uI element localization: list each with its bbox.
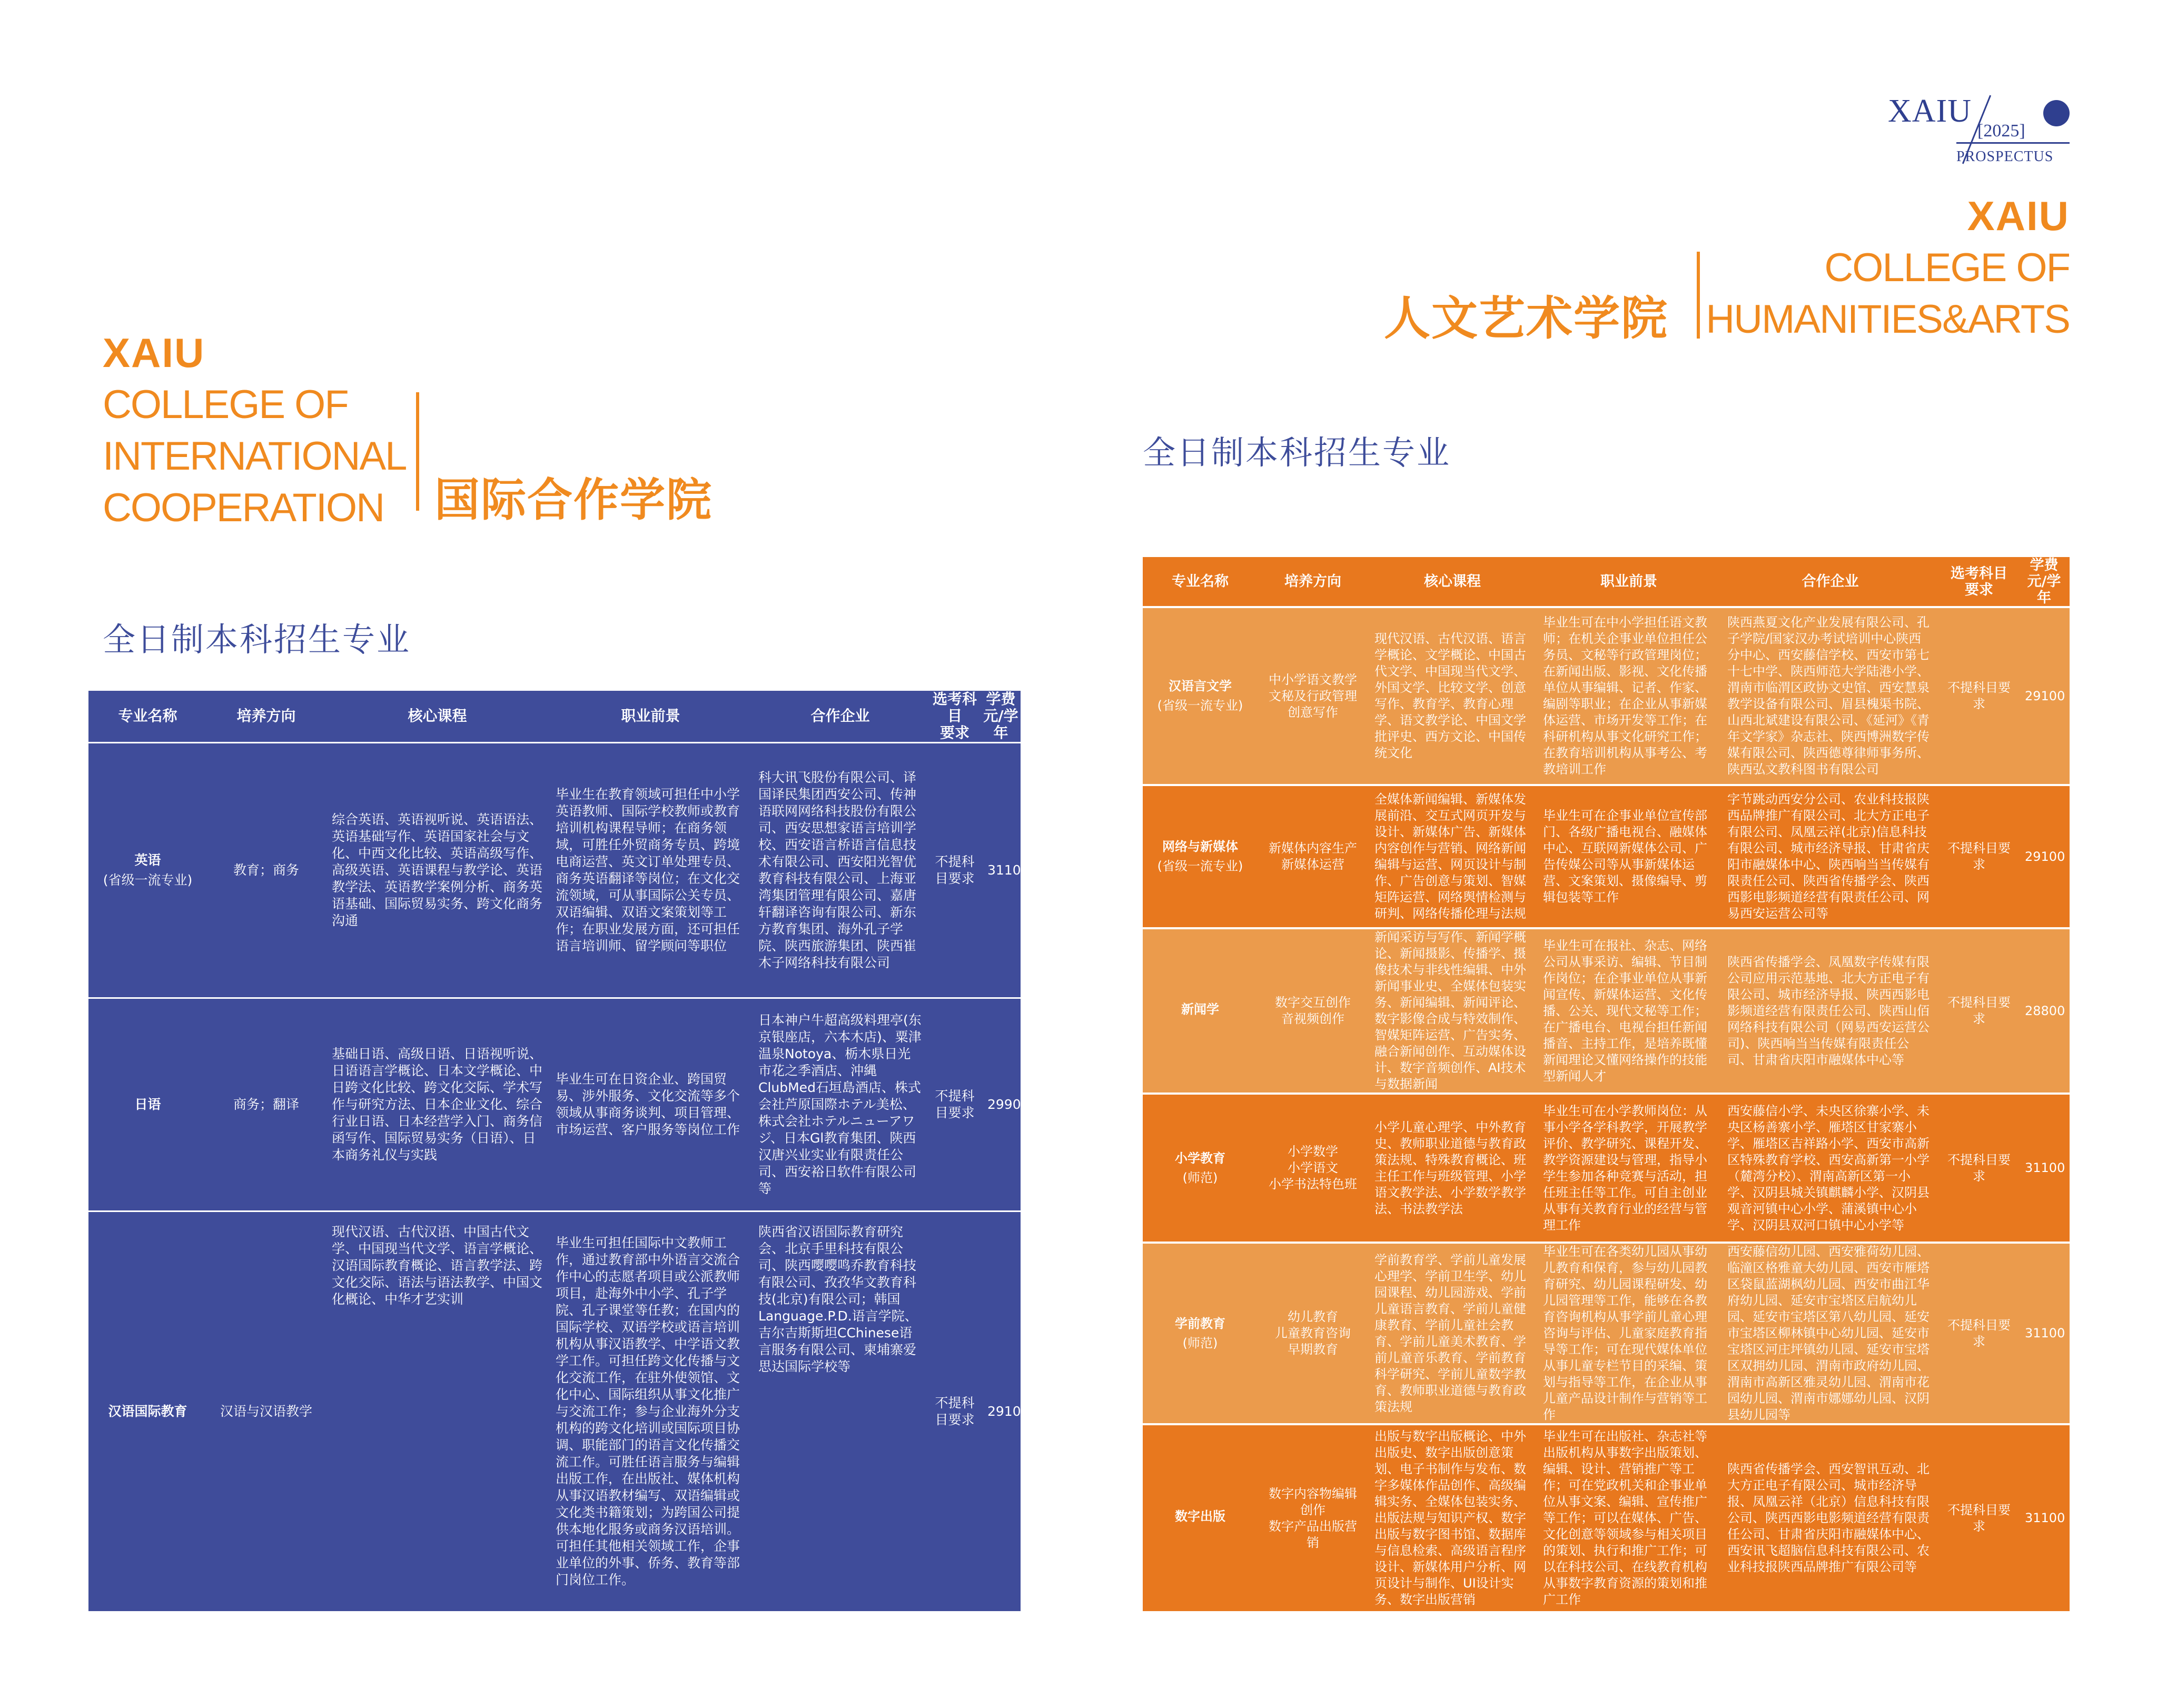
tuition-cell: 29100 xyxy=(2019,785,2070,928)
left-college-title-cn: 国际合作学院 xyxy=(434,474,713,527)
direction-cell: 小学数学 小学语文 小学书法特色班 xyxy=(1258,1094,1368,1243)
header-elective xyxy=(928,691,981,742)
header-tuition-line2: 元/学年 xyxy=(2027,573,2061,607)
header-tuition xyxy=(2019,557,2070,607)
major-name: 学前教育 xyxy=(1175,1316,1225,1331)
elective-cell: 不提科目要求 xyxy=(1940,1094,2019,1243)
career-cell: 毕业生可在各类幼儿园从事幼儿教育和保育，参与幼儿园教育研究、幼儿园课程研发、幼儿园管理等工作，能够在各教育咨询机构从事学前儿童心理咨询与评估、儿童家庭教育指导等工作；可在现代媒体单位从事儿童专栏节目的采编、策划与指导等工作，在企业从事儿童产品设计制作与营销等工作 xyxy=(1537,1243,1721,1424)
courses-cell: 基础日语、高级日语、日语视听说、日语语言学概论、日本文学概论、中日跨文化比较、跨文化交际、学术写作与研究方法、日本企业文化、综合行业日语、日本经营学入门、商务信函写作、国际贸易实务（日语）、日本商务礼仪与实践 xyxy=(325,998,549,1211)
right-title-divider xyxy=(1697,252,1700,339)
elective-cell: 不提科目要求 xyxy=(1940,607,2019,785)
logo-prospectus: PROSPECTUS xyxy=(1956,148,2054,165)
major-name: 新闻学 xyxy=(1181,1001,1219,1017)
table-row xyxy=(88,742,1021,998)
header-direction: 培养方向 xyxy=(1258,557,1368,607)
table-row xyxy=(1143,1424,2070,1611)
left-college-title-en xyxy=(103,326,406,534)
major-name: 汉语言文学 xyxy=(1169,679,1232,694)
major-cell xyxy=(1143,607,1258,785)
direction-cell: 新媒体内容生产 新媒体运营 xyxy=(1258,785,1368,928)
table-row xyxy=(1143,607,2070,785)
major-name: 英语 xyxy=(134,852,161,868)
major-cell xyxy=(1143,1243,1258,1424)
elective-cell: 不提科目要求 xyxy=(1940,928,2019,1094)
right-college-title-en xyxy=(1706,190,2070,345)
direction-cell: 中小学语文教学 文秘及行政管理 创意写作 xyxy=(1258,607,1368,785)
header-elective-line1: 选考科目 xyxy=(1951,565,2007,582)
partners-cell: 科大讯飞股份有限公司、译国译民集团西安公司、传神语联网网络科技股份有限公司、西安思想家语言培训学校、西安语言桥语言信息技术有限公司、西安阳光智优教育科技有限公司、上海亚湾集团管理有限公司、嘉唐轩翻译咨询有限公司、新东方教育集团、海外孔子学院、陕西旅游集团、陕西崔木子网络科技有限公司 xyxy=(752,742,928,998)
left-title-divider xyxy=(416,392,419,511)
major-name: 网络与新媒体 xyxy=(1162,839,1238,855)
elective-cell: 不提科目要求 xyxy=(1940,1424,2019,1611)
courses-cell: 现代汉语、古代汉语、语言学概论、文学概论、中国古代文学、中国现当代文学、外国文学、比较文学、创意写作、教育学、教育心理学、语文教学论、中国文学批评史、西方文论、中国传统文化 xyxy=(1368,607,1537,785)
major-name: 日语 xyxy=(134,1096,161,1112)
direction-cell: 商务；翻译 xyxy=(207,998,325,1211)
right-college-title-line2: COLLEGE OF xyxy=(1824,245,2070,290)
partners-cell: 西安藤信幼儿园、西安雅荷幼儿园、临潼区格雅童大幼儿园、西安市雁塔区袋鼠蓝湖枫幼儿园、西安市曲江华府幼儿园、延安市宝塔区启航幼儿园、延安市宝塔区第八幼儿园、延安市宝塔区柳林镇中心幼儿园、延安市宝塔区河庄坪镇幼儿园、延安市宝塔区双拥幼儿园、渭南市政府幼儿园、渭南市高新区雅灵幼儿园、渭南市花园幼儿园、渭南市娜娜幼儿园、汉阴县幼儿园等 xyxy=(1721,1243,1940,1424)
major-name: 小学教育 xyxy=(1175,1150,1225,1166)
header-tuition-line1: 学费 xyxy=(2030,557,2059,573)
right-college-title-cn: 人文艺术学院 xyxy=(1384,291,1669,345)
major-note: (师范) xyxy=(1182,1335,1218,1350)
header-partners: 合作企业 xyxy=(752,691,928,742)
direction-cell: 幼儿教育 儿童教育咨询 早期教育 xyxy=(1258,1243,1368,1424)
tuition-cell: 31100 xyxy=(2019,1424,2070,1611)
header-partners: 合作企业 xyxy=(1721,557,1940,607)
logo-underline xyxy=(1956,142,2070,144)
left-college-title-line1: XAIU xyxy=(103,330,205,376)
header-major: 专业名称 xyxy=(88,691,207,742)
courses-cell: 现代汉语、古代汉语、中国古代文学、中国现当代文学、语言学概论、汉语国际教育概论、语言教学法、跨文化交际、语法与语法教学、中国文化概论、中华才艺实训 xyxy=(332,1224,543,1307)
tuition-cell: 29100 xyxy=(2019,607,2070,785)
courses-cell: 小学儿童心理学、中外教育史、教师职业道德与教育政策法规、特殊教育概论、班主任工作与班级管理、小学语文教学法、小学数学教学法、书法教学法 xyxy=(1368,1094,1537,1243)
header-elective xyxy=(1940,557,2019,607)
left-majors-table xyxy=(88,690,1030,1611)
partners-cell: 陕西省汉语国际教育研究会、北京手里科技有限公司、陕西嘤嘤鸣乔教育科技有限公司、孜孜华文教育科技(北京)有限公司；韩国Language.P.D.语言学院、吉尔吉斯斯坦CChinese语言服务有限公司、柬埔寨爱思达国际学校等 xyxy=(758,1224,918,1374)
right-majors-table xyxy=(1143,557,2070,1611)
career-cell: 毕业生可在企事业单位宣传部门、各级广播电视台、融媒体中心、互联网新媒体公司、广告传媒公司等从事新媒体运营、文案策划、摄像编导、剪辑包装等工作 xyxy=(1537,785,1721,928)
career-cell: 毕业生在教育领域可担任中小学英语教师、国际学校教师或教育培训机构课程导师；在商务领域，可胜任外贸商务专员、跨境电商运营、英文订单处理专员、商务英语翻译等岗位；在文化交流领域，可从事国际公关专员、双语编辑、双语文案策划等工作；在职业发展方面，还可担任语言培训师、留学顾问等职位 xyxy=(549,742,752,998)
elective-cell: 不提科目要求 xyxy=(935,1395,975,1427)
header-tuition-line2: 元/学年 xyxy=(983,707,1018,742)
header-career: 职业前景 xyxy=(549,691,752,742)
career-cell: 毕业生可在小学教师岗位：从事小学各学科教学，开展教学评价、教学研究、课程开发、教学资源建设与管理，指导小学生参加各种竞赛与活动，担任班主任等工作。可自主创业从事有关教育行业的经营与管理工作 xyxy=(1537,1094,1721,1243)
logo-wordmark: XAIU xyxy=(1888,93,1972,129)
major-name: 数字出版 xyxy=(1175,1509,1225,1524)
major-cell xyxy=(1143,785,1258,928)
left-college-title-line3: INTERNATIONAL xyxy=(103,434,407,479)
left-college-title-line4: COOPERATION xyxy=(103,485,384,530)
major-note: (省级一流专业) xyxy=(1157,698,1243,713)
tuition-cell: 31100 xyxy=(981,742,1021,998)
header-direction: 培养方向 xyxy=(207,691,325,742)
partners-cell: 日本神户牛超高级料理亭(东京银座店，六本木店)、粟津温泉Notoya、栃木県日光市花之季酒店、沖縄ClubMed石垣島酒店、株式会社芦原国際ホテル美松、株式会社ホテルニューアワジ、日本Gl教育集团、陕西汉唐兴业实业有限责任公司、西安裕日软件有限公司等 xyxy=(752,998,928,1211)
tuition-cell: 31100 xyxy=(2019,1094,2070,1243)
major-cell xyxy=(1143,1094,1258,1243)
left-section-heading: 全日制本科招生专业 xyxy=(103,620,411,659)
courses-cell: 新闻采访与写作、新闻学概论、新闻摄影、传播学、摄像技术与非线性编辑、中外新闻事业史、全媒体包装实务、新闻编辑、新闻评论、数字影像合成与特效制作、智媒矩阵运营、广告实务、融合新闻创作、互动媒体设计、数字音频创作、AI技术与数据新闻 xyxy=(1368,928,1537,1094)
courses-cell: 全媒体新闻编辑、新媒体发展前沿、交互式网页开发与设计、新媒体广告、新媒体内容创作与营销、网络新闻编辑与运营、网页设计与制作、广告创意与策划、智媒矩阵运营、网络舆情检测与研判、网络传播伦理与法规 xyxy=(1368,785,1537,928)
career-cell: 毕业生可在报社、杂志、网络公司从事采访、编辑、节目制作岗位；在企事业单位从事新闻宣传、新媒体运营、文化传播、公关、现代文秘等工作；在广播电台、电视台担任新闻播音、主持工作，是培养既懂新闻理论又懂网络操作的技能型新闻人才 xyxy=(1537,928,1721,1094)
logo-year: [2025] xyxy=(1977,121,2025,141)
left-table-header-row xyxy=(88,691,1021,742)
tuition-cell: 29900 xyxy=(981,998,1021,1211)
career-cell: 毕业生可担任国际中文教师工作，通过教育部中外语言交流合作中心的志愿者项目或公派教师项目，赴海外中小学、孔子学院、孔子课堂等任教；在国内的国际学校、双语学校或语言培训机构从事汉语教学、中学语文教学工作。可担任跨文化传播与文化交流工作，在驻外使领馆、文化中心、国际组织从事文化推广与交流工作；参与企业海外分支机构的跨文化培训或国际项目协调、职能部门的语言文化传播交流工作。可胜任语言服务与编辑出版工作，在出版社、媒体机构从事汉语教材编写、双语编辑或文化类书籍策划；为跨国公司提供本地化服务或商务汉语培训。可担任其他相关领域工作，企事业单位的外事、侨务、教育等部门岗位工作。 xyxy=(556,1235,740,1587)
tuition-cell: 31100 xyxy=(2019,1243,2070,1424)
career-cell: 毕业生可在中小学担任语文教师；在机关企事业单位担任公务员、文秘等行政管理岗位；在新闻出版、影视、文化传播单位从事编辑、记者、作家、编剧等职业；在企业从事新媒体运营、市场开发等工作；在科研机构从事文化研究工作；在教育培训机构从事考公、考教培训工作 xyxy=(1537,607,1721,785)
major-cell xyxy=(88,1211,207,1611)
major-note: (省级一流专业) xyxy=(1157,859,1243,874)
partners-cell: 陕西省传播学会、凤凰数字传媒有限公司应用示范基地、北大方正电子有限公司、城市经济导报、陕西西影电影频道经营有限责任公司、陕西山佰网络科技有限公司（网易西安运营公司)、陕西响当当传媒有限责任公司、甘肃省庆阳市融媒体中心等 xyxy=(1721,928,1940,1094)
partners-cell: 陕西省传播学会、西安智讯互动、北大方正电子有限公司、城市经济导报、凤凰云祥（北京）信息科技有限公司、陕西西影电影频道经营有限责任公司、甘肃省庆阳市融媒体中心、西安讯飞超脑信息科技有限公司、农业科技报陕西品牌推广有限公司等 xyxy=(1721,1424,1940,1611)
header-elective-line2: 要求 xyxy=(1965,581,1993,598)
major-cell xyxy=(1143,928,1258,1094)
career-cell: 毕业生可在出版社、杂志社等出版机构从事数字出版策划、编辑、设计、营销推广等工作；可在党政机关和企事业单位从事文案、编辑、宣传推广等工作；可以在媒体、广告、文化创意等领域参与相关项目的策划、执行和推广工作；可以在科技公司、在线教育机构从事数字教育资源的策划和推广工作 xyxy=(1537,1424,1721,1611)
elective-cell: 不提科目要求 xyxy=(928,742,981,998)
table-row xyxy=(1143,1243,2070,1424)
table-row xyxy=(1143,1094,2070,1243)
elective-cell: 不提科目要求 xyxy=(1940,785,2019,928)
header-elective-line1: 选考科目 xyxy=(932,690,977,725)
courses-cell: 出版与数字出版概论、中外出版史、数字出版创意策划、电子书制作与发布、数字多媒体作品创作、高级编辑实务、全媒体包装实务、出版法规与知识产权、数字出版与数字图书馆、数据库与信息检索、高级语言程序设计、新媒体用户分析、网页设计与制作、UI设计实务、数字出版营销 xyxy=(1368,1424,1537,1611)
major-cell xyxy=(88,998,207,1211)
partners-cell: 陕西燕夏文化产业发展有限公司、孔子学院/国家汉办考试培训中心陕西分中心、西安藤信学校、西安市第七十七中学、陕西师范大学陆港小学、渭南市临渭区政协文史馆、西安慧泉教学设备有限公司、眉县槐渠书院、山西北斌建设有限公司、《延河》《青年文学家》杂志社、陕西博洲数字传媒有限公司、陕西德尊律师事务所、陕西弘文教科图书有限公司 xyxy=(1721,607,1940,785)
tuition-cell: 28800 xyxy=(2019,928,2070,1094)
header-career: 职业前景 xyxy=(1537,557,1721,607)
table-row xyxy=(1143,785,2070,928)
right-section-heading: 全日制本科招生专业 xyxy=(1143,433,1451,472)
header-courses: 核心课程 xyxy=(1368,557,1537,607)
elective-cell: 不提科目要求 xyxy=(1940,1243,2019,1424)
logo-dot-icon xyxy=(2043,100,2070,126)
direction-cell: 教育；商务 xyxy=(207,742,325,998)
courses-cell: 学前教育学、学前儿童发展心理学、学前卫生学、幼儿园课程、幼儿园游戏、学前儿童语言教育、学前儿童健康教育、学前儿童社会教育、学前儿童美术教育、学前儿童音乐教育、学前教育科学研究、学前儿童数学教育、教师职业道德与教育政策法规 xyxy=(1368,1243,1537,1424)
right-college-title-line1: XAIU xyxy=(1967,193,2070,239)
header-major: 专业名称 xyxy=(1143,557,1258,607)
major-note: (师范) xyxy=(1182,1170,1218,1185)
right-college-title-line3: HUMANITIES&ARTS xyxy=(1706,297,2070,342)
courses-cell: 综合英语、英语视听说、英语语法、英语基础写作、英语国家社会与文化、中西文化比较、英语高级写作、高级英语、英语课程与教学论、英语教学法、英语教学案例分析、商务英语基础、国际贸易实务、跨文化商务沟通 xyxy=(325,742,549,998)
direction-cell: 数字内容物编辑创作 数字产品出版营销 xyxy=(1258,1424,1368,1611)
header-courses: 核心课程 xyxy=(325,691,549,742)
left-college-title-line2: COLLEGE OF xyxy=(103,382,348,427)
major-cell xyxy=(1143,1424,1258,1611)
right-table-header-row xyxy=(1143,557,2070,607)
partners-cell: 字节跳动西安分公司、农业科技报陕西品牌推广有限公司、北大方正电子有限公司、凤凰云祥(北京)信息科技有限公司、城市经济导报、甘肃省庆阳市融媒体中心、陕西响当当传媒有限责任公司、陕西省传播学会、陕西西影电影频道经营有限责任公司、网易西安运营公司等 xyxy=(1721,785,1940,928)
header-tuition xyxy=(981,691,1021,742)
elective-cell: 不提科目要求 xyxy=(928,998,981,1211)
major-cell xyxy=(88,742,207,998)
direction-cell: 数字交互创作 音视频创作 xyxy=(1258,928,1368,1094)
career-cell: 毕业生可在日资企业、跨国贸易、涉外服务、文化交流等多个领域从事商务谈判、项目管理、市场运营、客户服务等岗位工作 xyxy=(549,998,752,1211)
partners-cell: 西安藤信小学、未央区徐寨小学、未央区杨善寨小学、雁塔区甘家寨小学、雁塔区吉祥路小学、西安市高新区特殊教育学校、西安高新第一小学（麓湾分校）、渭南高新区第一小学、汉阴县城关镇麒麟小学、汉阴县观音河镇中心小学、蒲溪镇中心小学、汉阴县双河口镇中心小学等 xyxy=(1721,1094,1940,1243)
major-name: 汉语国际教育 xyxy=(108,1403,187,1419)
tuition-cell: 29100 xyxy=(987,1403,1030,1419)
major-note: (省级一流专业) xyxy=(103,872,193,888)
direction-cell: 汉语与汉语教学 xyxy=(220,1403,312,1419)
table-row xyxy=(88,998,1021,1211)
table-row xyxy=(88,1211,1021,1611)
header-elective-line2: 要求 xyxy=(939,724,969,742)
header-tuition-line1: 学费 xyxy=(986,690,1016,708)
table-row xyxy=(1143,928,2070,1094)
